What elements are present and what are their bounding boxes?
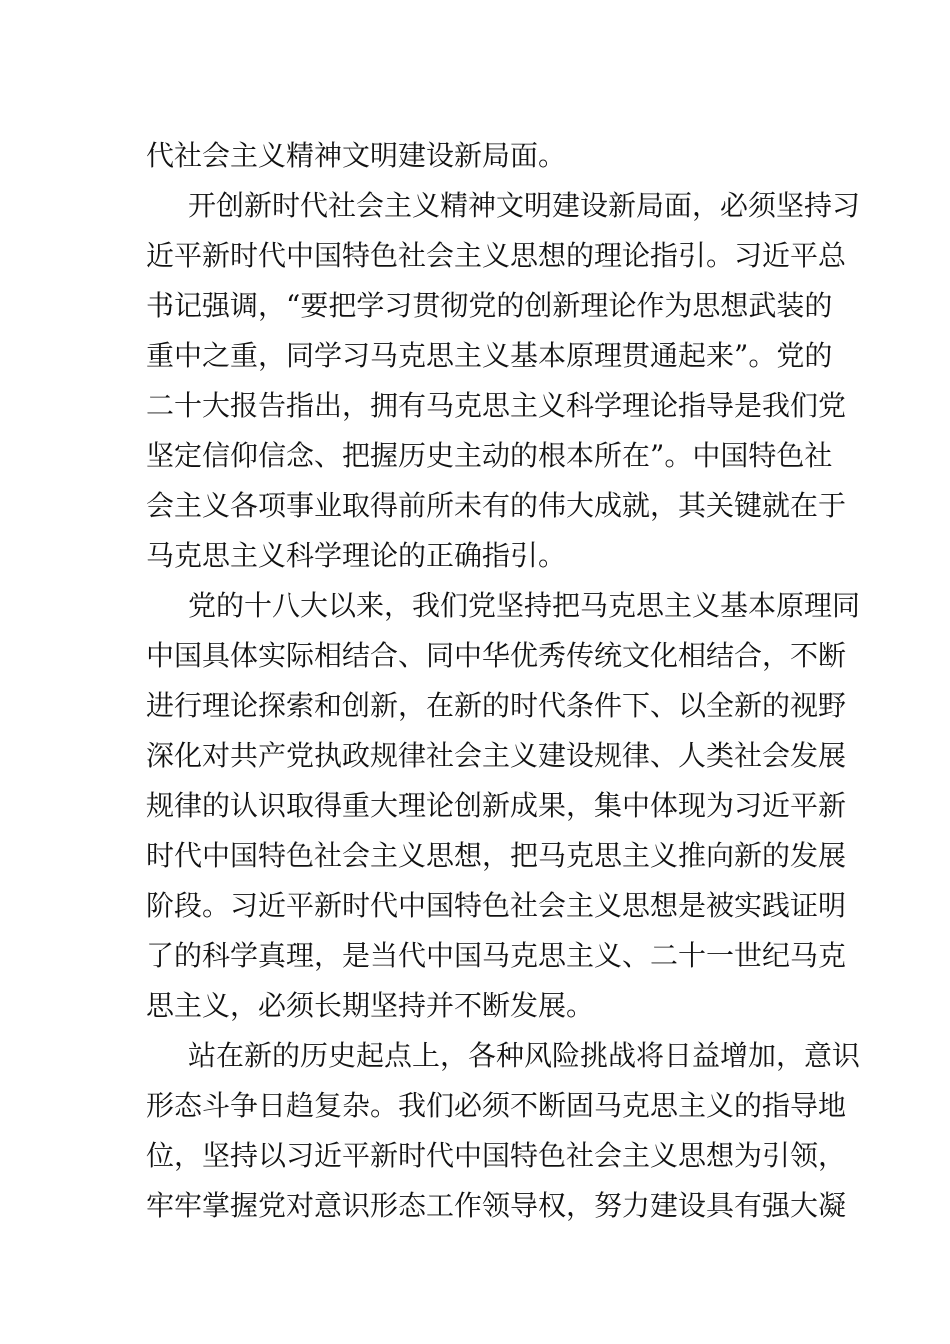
text-line: 进行理论探索和创新，在新的时代条件下、以全新的视野 [146,689,847,722]
text-line: 深化对共产党执政规律社会主义建设规律、人类社会发展 [146,739,847,772]
text-line: 代社会主义精神文明建设新局面。 [146,139,567,172]
text-line: 思主义，必须长期坚持并不断发展。 [146,989,595,1022]
paragraph [146,181,861,581]
text-line: 党的十八大以来，我们党坚持把马克思主义基本原理同 [188,589,861,622]
text-line: 阶段。习近平新时代中国特色社会主义思想是被实践证明 [146,889,847,922]
text-line: 位，坚持以习近平新时代中国特色社会主义思想为引领， [146,1139,847,1172]
text-line: 规律的认识取得重大理论创新成果，集中体现为习近平新 [146,789,847,822]
text-line: 形态斗争日趋复杂。我们必须不断固马克思主义的指导地 [146,1089,847,1122]
body-text [146,131,861,1231]
text-line: 书记强调，“要把学习贯彻党的创新理论作为思想武装的 [146,289,833,322]
text-line: 站在新的历史起点上，各种风险挑战将日益增加，意识 [188,1039,861,1072]
text-line: 中国具体实际相结合、同中华优秀传统文化相结合，不断 [146,639,847,672]
text-line: 马克思主义科学理论的正确指引。 [146,539,567,572]
text-line: 牢牢掌握党对意识形态工作领导权，努力建设具有强大凝 [146,1189,847,1222]
text-line: 开创新时代社会主义精神文明建设新局面，必须坚持习 [188,189,861,222]
text-line: 重中之重，同学习马克思主义基本原理贯通起来”。党的 [146,339,833,372]
paragraph [146,1031,861,1231]
text-line: 近平新时代中国特色社会主义思想的理论指引。习近平总 [146,239,847,272]
paragraph [146,581,861,1031]
text-line: 二十大报告指出，拥有马克思主义科学理论指导是我们党 [146,389,847,422]
text-line: 时代中国特色社会主义思想，把马克思主义推向新的发展 [146,839,847,872]
text-line: 会主义各项事业取得前所未有的伟大成就，其关键就在于 [146,489,847,522]
text-line: 坚定信仰信念、把握历史主动的根本所在”。中国特色社 [146,439,833,472]
text-line: 了的科学真理，是当代中国马克思主义、二十一世纪马克 [146,939,847,972]
paragraph-continuation [146,131,811,181]
